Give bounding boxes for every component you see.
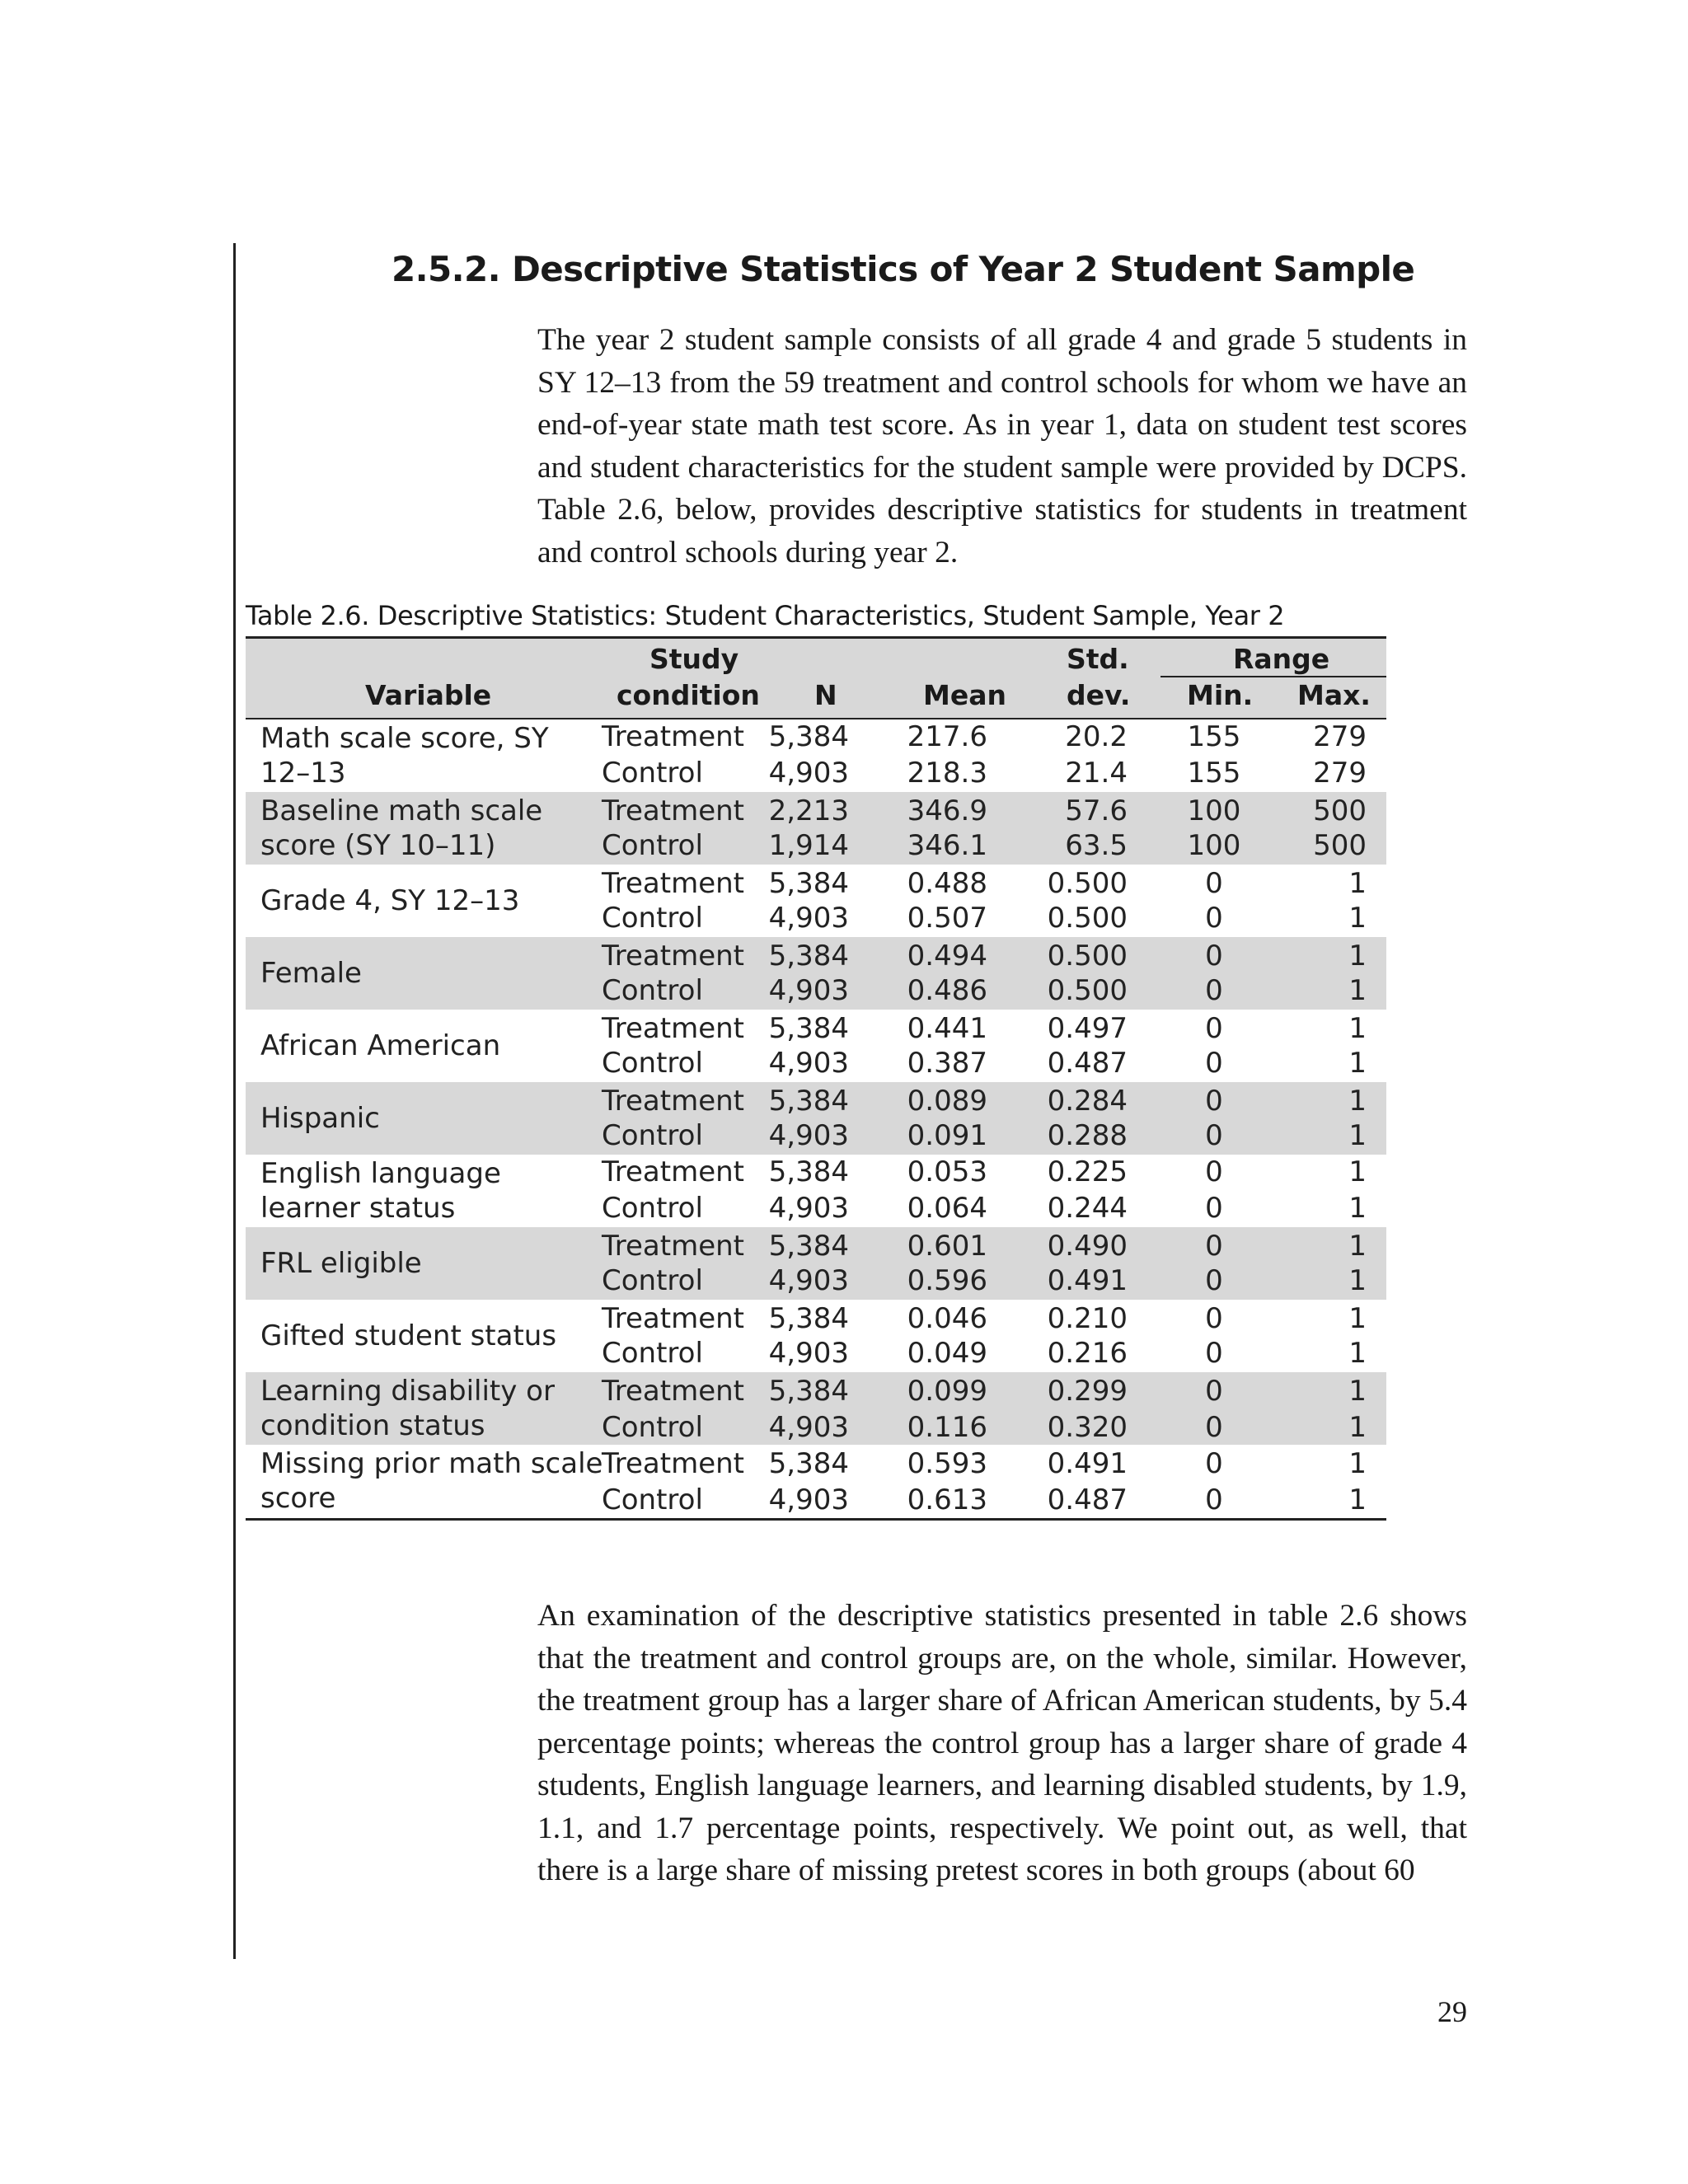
cell-max: 1 bbox=[1348, 1085, 1367, 1118]
cell-min: 0 bbox=[1205, 1447, 1223, 1480]
cell-condition: Treatment bbox=[602, 1447, 745, 1480]
cell-min: 100 bbox=[1187, 794, 1241, 827]
row-variable-label: Gifted student status bbox=[260, 1319, 557, 1352]
cell-mean: 0.064 bbox=[907, 1192, 987, 1225]
cell-n: 4,903 bbox=[768, 1411, 849, 1444]
cell-n: 4,903 bbox=[768, 1119, 849, 1152]
row-variable-label: Grade 4, SY 12–13 bbox=[260, 884, 520, 917]
cell-sd: 0.284 bbox=[1047, 1085, 1128, 1118]
cell-n: 4,903 bbox=[768, 1192, 849, 1225]
range-rule bbox=[1160, 676, 1386, 677]
cell-mean: 0.488 bbox=[907, 867, 987, 900]
table-header bbox=[246, 639, 1386, 719]
header-max: Max. bbox=[1297, 679, 1371, 711]
cell-max: 1 bbox=[1348, 902, 1367, 935]
table-row-group bbox=[246, 1445, 1386, 1518]
header-mean: Mean bbox=[923, 679, 1006, 711]
page-number: 29 bbox=[1437, 1995, 1467, 2028]
cell-n: 4,903 bbox=[768, 1047, 849, 1080]
cell-condition: Control bbox=[602, 1483, 703, 1516]
cell-min: 0 bbox=[1205, 1085, 1223, 1118]
cell-mean: 0.507 bbox=[907, 902, 987, 935]
row-variable-label: African American bbox=[260, 1029, 501, 1062]
cell-sd: 0.491 bbox=[1047, 1447, 1128, 1480]
stats-table bbox=[246, 636, 1386, 1521]
cell-max: 279 bbox=[1313, 757, 1367, 790]
cell-mean: 0.486 bbox=[907, 974, 987, 1007]
cell-min: 0 bbox=[1205, 1155, 1223, 1188]
cell-condition: Control bbox=[602, 902, 703, 935]
cell-condition: Control bbox=[602, 1264, 703, 1297]
cell-sd: 57.6 bbox=[1065, 794, 1128, 827]
cell-n: 2,213 bbox=[768, 794, 849, 827]
table-row-group bbox=[246, 865, 1386, 937]
table-row-group bbox=[246, 1372, 1386, 1445]
cell-n: 5,384 bbox=[768, 1375, 849, 1408]
intro-paragraph: The year 2 student sample consists of all grade 4 and grade 5 students in SY 12–13 from the 59 treatment and control schools for whom we have an end-of-year state math test score. As in year 1, data on student test scores and student characteristics for the student sample were provided by DCPS. Table 2.6, below, provides descriptive statistics for students in treatment and control schools during year 2. bbox=[537, 323, 1467, 569]
cell-max: 1 bbox=[1348, 1302, 1367, 1335]
table-row-group bbox=[246, 1300, 1386, 1372]
cell-mean: 0.046 bbox=[907, 1302, 987, 1335]
cell-min: 0 bbox=[1205, 867, 1223, 900]
row-variable-label: Baseline math scale score (SY 10–11) bbox=[260, 794, 543, 862]
cell-n: 4,903 bbox=[768, 1337, 849, 1370]
table-row-group bbox=[246, 1010, 1386, 1082]
cell-condition: Control bbox=[602, 757, 703, 790]
cell-sd: 0.299 bbox=[1047, 1375, 1128, 1408]
cell-n: 5,384 bbox=[768, 1230, 849, 1263]
cell-sd: 21.4 bbox=[1065, 757, 1128, 790]
row-variable-label: Math scale score, SY 12–13 bbox=[260, 722, 549, 790]
cell-mean: 217.6 bbox=[907, 720, 987, 753]
cell-max: 500 bbox=[1313, 829, 1367, 862]
cell-max: 1 bbox=[1348, 1155, 1367, 1188]
cell-n: 4,903 bbox=[768, 974, 849, 1007]
cell-max: 1 bbox=[1348, 1447, 1367, 1480]
cell-min: 155 bbox=[1187, 720, 1241, 753]
cell-mean: 0.601 bbox=[907, 1230, 987, 1263]
cell-mean: 0.387 bbox=[907, 1047, 987, 1080]
cell-condition: Treatment bbox=[602, 1085, 745, 1118]
cell-condition: Control bbox=[602, 1337, 703, 1370]
cell-mean: 0.593 bbox=[907, 1447, 987, 1480]
cell-mean: 0.441 bbox=[907, 1012, 987, 1045]
header-n: N bbox=[814, 679, 837, 711]
cell-max: 1 bbox=[1348, 1337, 1367, 1370]
cell-mean: 0.049 bbox=[907, 1337, 987, 1370]
cell-condition: Treatment bbox=[602, 1012, 745, 1045]
cell-min: 0 bbox=[1205, 1012, 1223, 1045]
cell-max: 1 bbox=[1348, 1119, 1367, 1152]
cell-n: 4,903 bbox=[768, 1483, 849, 1516]
cell-mean: 346.1 bbox=[907, 829, 987, 862]
cell-mean: 0.089 bbox=[907, 1085, 987, 1118]
cell-condition: Treatment bbox=[602, 720, 745, 753]
cell-condition: Treatment bbox=[602, 1230, 745, 1263]
cell-min: 0 bbox=[1205, 1337, 1223, 1370]
cell-sd: 0.491 bbox=[1047, 1264, 1128, 1297]
cell-sd: 0.216 bbox=[1047, 1337, 1128, 1370]
cell-n: 5,384 bbox=[768, 940, 849, 972]
header-min: Min. bbox=[1187, 679, 1254, 711]
cell-condition: Treatment bbox=[602, 1375, 745, 1408]
cell-n: 5,384 bbox=[768, 1155, 849, 1188]
cell-sd: 0.500 bbox=[1047, 867, 1128, 900]
cell-mean: 218.3 bbox=[907, 757, 987, 790]
cell-min: 0 bbox=[1205, 1230, 1223, 1263]
cell-max: 1 bbox=[1348, 940, 1367, 972]
table-row-group bbox=[246, 937, 1386, 1010]
cell-min: 0 bbox=[1205, 902, 1223, 935]
cell-sd: 0.288 bbox=[1047, 1119, 1128, 1152]
cell-sd: 0.487 bbox=[1047, 1483, 1128, 1516]
cell-sd: 0.500 bbox=[1047, 902, 1128, 935]
cell-condition: Control bbox=[602, 1047, 703, 1080]
header-range: Range bbox=[1233, 643, 1330, 675]
cell-condition: Control bbox=[602, 974, 703, 1007]
cell-mean: 0.494 bbox=[907, 940, 987, 972]
cell-condition: Treatment bbox=[602, 794, 745, 827]
cell-min: 100 bbox=[1187, 829, 1241, 862]
cell-sd: 0.320 bbox=[1047, 1411, 1128, 1444]
row-variable-label: FRL eligible bbox=[260, 1247, 422, 1280]
cell-condition: Treatment bbox=[602, 940, 745, 972]
table-caption: Table 2.6. Descriptive Statistics: Student Characteristics, Student Sample, Year 2 bbox=[246, 600, 1285, 631]
cell-condition: Control bbox=[602, 1119, 703, 1152]
cell-min: 0 bbox=[1205, 1483, 1223, 1516]
cell-sd: 63.5 bbox=[1065, 829, 1128, 862]
cell-condition: Treatment bbox=[602, 867, 745, 900]
cell-sd: 0.210 bbox=[1047, 1302, 1128, 1335]
cell-sd: 0.497 bbox=[1047, 1012, 1128, 1045]
cell-sd: 0.500 bbox=[1047, 940, 1128, 972]
cell-n: 4,903 bbox=[768, 757, 849, 790]
cell-mean: 0.613 bbox=[907, 1483, 987, 1516]
table-row-group bbox=[246, 792, 1386, 865]
cell-sd: 0.487 bbox=[1047, 1047, 1128, 1080]
cell-sd: 0.244 bbox=[1047, 1192, 1128, 1225]
cell-condition: Treatment bbox=[602, 1155, 745, 1188]
cell-mean: 0.091 bbox=[907, 1119, 987, 1152]
cell-min: 0 bbox=[1205, 1119, 1223, 1152]
cell-min: 0 bbox=[1205, 1047, 1223, 1080]
cell-max: 1 bbox=[1348, 1264, 1367, 1297]
cell-n: 1,914 bbox=[768, 829, 849, 862]
cell-condition: Control bbox=[602, 1192, 703, 1225]
cell-max: 1 bbox=[1348, 1483, 1367, 1516]
cell-sd: 0.490 bbox=[1047, 1230, 1128, 1263]
cell-min: 0 bbox=[1205, 940, 1223, 972]
cell-max: 1 bbox=[1348, 867, 1367, 900]
header-study-top: Study bbox=[649, 643, 739, 675]
table-row-group bbox=[246, 719, 1386, 792]
cell-n: 4,903 bbox=[768, 1264, 849, 1297]
cell-n: 5,384 bbox=[768, 720, 849, 753]
cell-max: 500 bbox=[1313, 794, 1367, 827]
cell-sd: 0.225 bbox=[1047, 1155, 1128, 1188]
cell-min: 0 bbox=[1205, 974, 1223, 1007]
cell-max: 1 bbox=[1348, 1012, 1367, 1045]
header-variable: Variable bbox=[365, 679, 492, 711]
cell-sd: 0.500 bbox=[1047, 974, 1128, 1007]
row-variable-label: Hispanic bbox=[260, 1102, 380, 1135]
cell-max: 1 bbox=[1348, 1192, 1367, 1225]
closing-paragraph: An examination of the descriptive statistics presented in table 2.6 shows that the treatment and control groups are, on the whole, similar. However, the treatment group has a larger share of African American students, by 5.4 percentage points; whereas the control group has a larger share of grade 4 students, English language learners, and learning disabled students, by 1.9, 1.1, and 1.7 percentage points, respectively. We point out, as well, that there is a large share of missing pretest scores in both groups (about 60 bbox=[537, 1599, 1467, 1887]
cell-min: 155 bbox=[1187, 757, 1241, 790]
section-heading: 2.5.2. Descriptive Statistics of Year 2 Student Sample bbox=[392, 249, 1415, 289]
header-study-bottom: condition bbox=[617, 679, 760, 711]
cell-mean: 346.9 bbox=[907, 794, 987, 827]
margin-rule bbox=[233, 243, 236, 1959]
cell-mean: 0.053 bbox=[907, 1155, 987, 1188]
table-row-group bbox=[246, 1082, 1386, 1155]
cell-condition: Treatment bbox=[602, 1302, 745, 1335]
row-variable-label: English language learner status bbox=[260, 1157, 501, 1225]
cell-n: 5,384 bbox=[768, 1012, 849, 1045]
cell-max: 1 bbox=[1348, 1230, 1367, 1263]
cell-min: 0 bbox=[1205, 1192, 1223, 1225]
row-variable-label: Female bbox=[260, 957, 362, 990]
cell-mean: 0.596 bbox=[907, 1264, 987, 1297]
cell-sd: 20.2 bbox=[1065, 720, 1128, 753]
cell-max: 279 bbox=[1313, 720, 1367, 753]
cell-max: 1 bbox=[1348, 974, 1367, 1007]
table-row-group bbox=[246, 1155, 1386, 1227]
cell-max: 1 bbox=[1348, 1047, 1367, 1080]
cell-condition: Control bbox=[602, 1411, 703, 1444]
cell-min: 0 bbox=[1205, 1264, 1223, 1297]
row-variable-label: Learning disability or condition status bbox=[260, 1375, 555, 1442]
cell-max: 1 bbox=[1348, 1375, 1367, 1408]
cell-max: 1 bbox=[1348, 1411, 1367, 1444]
cell-n: 4,903 bbox=[768, 902, 849, 935]
cell-min: 0 bbox=[1205, 1375, 1223, 1408]
cell-n: 5,384 bbox=[768, 1447, 849, 1480]
cell-mean: 0.116 bbox=[907, 1411, 987, 1444]
cell-n: 5,384 bbox=[768, 1085, 849, 1118]
header-sd-top: Std. bbox=[1067, 643, 1129, 675]
cell-min: 0 bbox=[1205, 1411, 1223, 1444]
table-row-group bbox=[246, 1227, 1386, 1300]
cell-n: 5,384 bbox=[768, 1302, 849, 1335]
header-sd-bottom: dev. bbox=[1067, 679, 1131, 711]
cell-n: 5,384 bbox=[768, 867, 849, 900]
row-variable-label: Missing prior math scale score bbox=[260, 1447, 603, 1515]
cell-min: 0 bbox=[1205, 1302, 1223, 1335]
cell-mean: 0.099 bbox=[907, 1375, 987, 1408]
cell-condition: Control bbox=[602, 829, 703, 862]
